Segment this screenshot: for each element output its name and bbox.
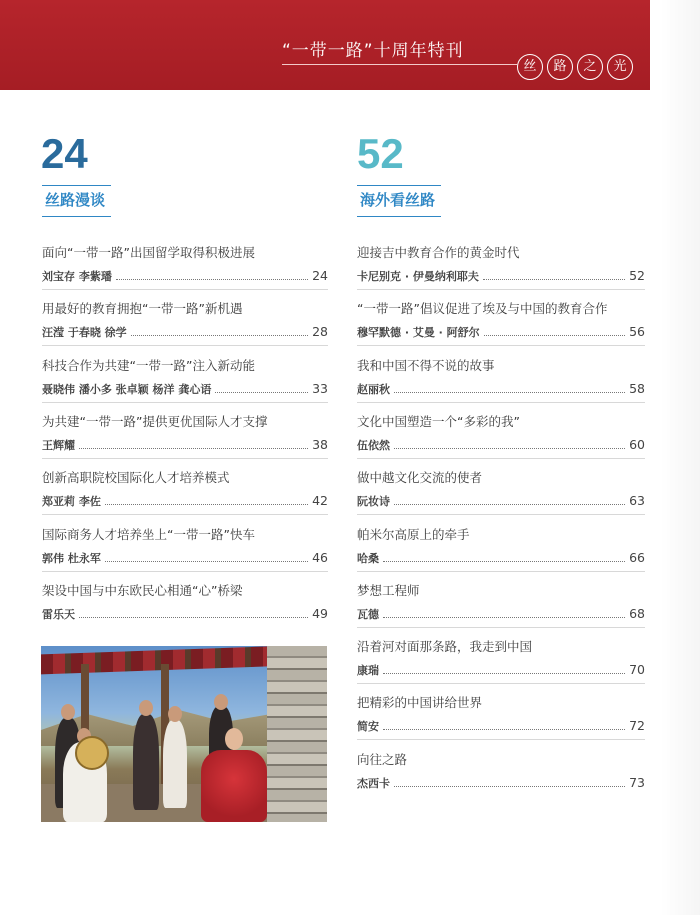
toc-entry[interactable] xyxy=(357,693,645,734)
toc-separator xyxy=(357,514,645,515)
toc-leader-dots xyxy=(484,335,625,336)
toc-leader-dots xyxy=(383,561,625,562)
toc-entry-line xyxy=(357,324,645,340)
toc-entry[interactable] xyxy=(357,356,645,397)
toc-separator xyxy=(357,739,645,740)
issue-title: “一带一路”十周年特刊 xyxy=(282,41,464,61)
toc-entry-line xyxy=(42,437,328,453)
toc-leader-dots xyxy=(79,617,308,618)
toc-entry[interactable] xyxy=(357,243,645,284)
header-badges xyxy=(517,54,633,80)
toc-leader-dots xyxy=(383,729,625,730)
toc-leader-dots xyxy=(383,673,625,674)
toc-entry-page: 72 xyxy=(629,718,645,734)
toc-entry-authors: 卡尼别克 · 伊曼纳利耶夫 xyxy=(357,270,479,283)
toc-entry[interactable] xyxy=(357,299,645,340)
toc-entry-page: 63 xyxy=(629,493,645,509)
toc-entry-line xyxy=(357,437,645,453)
toc-entry[interactable] xyxy=(42,412,328,453)
section-title-left: 丝路漫谈 xyxy=(42,185,111,217)
photo-drum xyxy=(75,736,109,770)
toc-entry-authors: 雷乐天 xyxy=(42,607,75,621)
toc-entry-line xyxy=(42,381,328,397)
toc-separator xyxy=(357,571,645,572)
header-badge: 路 xyxy=(547,54,573,80)
toc-entry[interactable] xyxy=(42,468,328,509)
toc-entry-title: 创新高职院校国际化人才培养模式 xyxy=(42,470,230,486)
toc-entry-line xyxy=(42,324,328,340)
toc-entry-authors: 哈桑 xyxy=(357,551,379,565)
toc-entry-page: 68 xyxy=(629,605,645,621)
photo-head xyxy=(61,704,75,720)
toc-entry-page: 73 xyxy=(629,774,645,790)
toc-separator xyxy=(42,402,328,403)
toc-entry-line xyxy=(357,662,645,678)
toc-entry-title: 做中越文化交流的使者 xyxy=(357,470,483,486)
toc-entry-line xyxy=(357,381,645,397)
toc-entry[interactable] xyxy=(42,525,328,566)
toc-entry-authors: 杰西卡 xyxy=(357,776,390,790)
toc-entry-title: “一带一路”倡议促进了埃及与中国的教育合作 xyxy=(357,301,608,317)
toc-separator xyxy=(357,458,645,459)
toc-entry-page: 66 xyxy=(629,549,645,565)
toc-entry-title: 为共建“一带一路”提供更优国际人才支撑 xyxy=(42,413,268,429)
photo-person xyxy=(133,714,159,810)
toc-entry-page: 46 xyxy=(312,549,328,565)
header-badge: 光 xyxy=(607,54,633,80)
toc-entry-title: 迎接吉中教育合作的黄金时代 xyxy=(357,245,520,260)
toc-leader-dots xyxy=(394,448,625,449)
page-shade xyxy=(660,0,700,915)
toc-entry-authors: 简安 xyxy=(357,720,379,734)
toc-entry-page: 49 xyxy=(312,605,328,621)
header-badge: 之 xyxy=(577,54,603,80)
section-number-left: 24 xyxy=(41,130,88,177)
photo-head xyxy=(139,700,153,716)
toc-leader-dots xyxy=(131,335,308,336)
toc-entry-title: 国际商务人才培养坐上“一带一路”快车 xyxy=(42,526,255,542)
toc-entry-title: 沿着河对面那条路，我走到中国 xyxy=(357,639,533,655)
toc-entry-authors: 康瑞 xyxy=(357,664,379,678)
photo-person xyxy=(163,720,187,808)
toc-entry-page: 58 xyxy=(629,380,645,396)
photo-stone-wall xyxy=(267,646,327,822)
toc-entry-page: 70 xyxy=(629,662,645,678)
toc-entry-authors: 郑亚莉 李佐 xyxy=(42,495,101,509)
toc-leader-dots xyxy=(394,392,625,393)
toc-separator xyxy=(357,402,645,403)
toc-separator xyxy=(42,345,328,346)
toc-entry-authors: 汪滢 于春晓 徐学 xyxy=(42,326,127,340)
toc-entry-line xyxy=(42,493,328,509)
toc-entry[interactable] xyxy=(42,299,328,340)
toc-entry[interactable] xyxy=(357,412,645,453)
toc-entry-title: 把精彩的中国讲给世界 xyxy=(357,695,483,711)
toc-entry-title: 文化中国塑造一个“多彩的我” xyxy=(357,413,520,429)
toc-entry-title: 我和中国不得不说的故事 xyxy=(357,357,495,373)
toc-entry[interactable] xyxy=(357,581,645,622)
toc-leader-dots xyxy=(215,392,308,393)
toc-entry-authors: 王辉耀 xyxy=(42,438,75,452)
toc-separator xyxy=(357,683,645,684)
toc-entry-page: 33 xyxy=(312,380,328,396)
toc-leader-dots xyxy=(394,786,625,787)
toc-leader-dots xyxy=(383,617,625,618)
toc-entry-authors: 聂晓伟 潘小多 张卓颖 杨洋 龚心语 xyxy=(42,382,212,396)
toc-entry-authors: 刘宝存 李紫璠 xyxy=(42,270,112,283)
toc-entry[interactable] xyxy=(42,243,328,284)
photo-head xyxy=(168,706,182,722)
toc-entry-line xyxy=(357,493,645,509)
toc-leader-dots xyxy=(483,279,625,280)
toc-entry-title: 用最好的教育拥抱“一带一路”新机遇 xyxy=(42,301,243,317)
toc-separator xyxy=(42,289,328,290)
toc-entry-line xyxy=(357,718,645,734)
toc-entry-page: 56 xyxy=(629,324,645,340)
toc-entry-line xyxy=(42,268,328,284)
toc-entry[interactable] xyxy=(42,581,328,622)
toc-entry-title: 向往之路 xyxy=(357,751,408,767)
section-title-right: 海外看丝路 xyxy=(357,185,441,217)
toc-separator xyxy=(42,571,328,572)
cover-photo xyxy=(41,646,327,822)
photo-red-shawl xyxy=(201,750,267,822)
header-divider xyxy=(282,64,517,65)
toc-entry-title: 科技合作为共建“一带一路”注入新动能 xyxy=(42,357,255,373)
toc-entry[interactable] xyxy=(357,468,645,509)
toc-entry-authors: 赵丽秋 xyxy=(357,382,390,396)
toc-separator xyxy=(357,627,645,628)
toc-entry-title: 梦想工程师 xyxy=(357,582,420,598)
toc-entry[interactable] xyxy=(42,356,328,397)
toc-entry-line xyxy=(357,268,645,284)
toc-entry-page: 52 xyxy=(629,268,645,283)
toc-entry-line xyxy=(357,606,645,622)
toc-entry-title: 帕米尔高原上的牵手 xyxy=(357,526,470,542)
toc-leader-dots xyxy=(105,504,308,505)
toc-separator xyxy=(357,289,645,290)
photo-head xyxy=(225,728,243,750)
toc-entry-title: 架设中国与中东欧民心相通“心”桥梁 xyxy=(42,582,243,598)
toc-leader-dots xyxy=(116,279,308,280)
toc-entry[interactable] xyxy=(357,750,645,791)
section-number-right: 52 xyxy=(357,130,404,177)
toc-leader-dots xyxy=(105,561,308,562)
toc-entry-authors: 伍依然 xyxy=(357,438,390,452)
toc-entry-line xyxy=(42,550,328,566)
header-badge: 丝 xyxy=(517,54,543,80)
toc-entry-authors: 穆罕默德 · 艾曼 · 阿舒尔 xyxy=(357,326,480,340)
toc-leader-dots xyxy=(79,448,308,449)
toc-separator xyxy=(357,345,645,346)
toc-separator xyxy=(42,458,328,459)
toc-entry-line xyxy=(357,775,645,791)
toc-entry-title: 面向“一带一路”出国留学取得积极进展 xyxy=(42,245,255,260)
toc-entry-authors: 郭伟 杜永军 xyxy=(42,551,101,565)
photo-head xyxy=(214,694,228,710)
toc-entry-page: 42 xyxy=(312,493,328,509)
toc-entry-page: 38 xyxy=(312,436,328,452)
toc-entry-line xyxy=(357,550,645,566)
toc-separator xyxy=(42,514,328,515)
toc-entry[interactable] xyxy=(357,525,645,566)
toc-entry-page: 60 xyxy=(629,436,645,452)
toc-entry-page: 24 xyxy=(312,268,328,283)
toc-entry[interactable] xyxy=(357,637,645,678)
toc-entry-line xyxy=(42,606,328,622)
toc-entry-authors: 瓦德 xyxy=(357,607,379,621)
toc-entry-page: 28 xyxy=(312,324,328,340)
toc-leader-dots xyxy=(394,504,625,505)
toc-entry-authors: 阮妆诗 xyxy=(357,495,390,509)
